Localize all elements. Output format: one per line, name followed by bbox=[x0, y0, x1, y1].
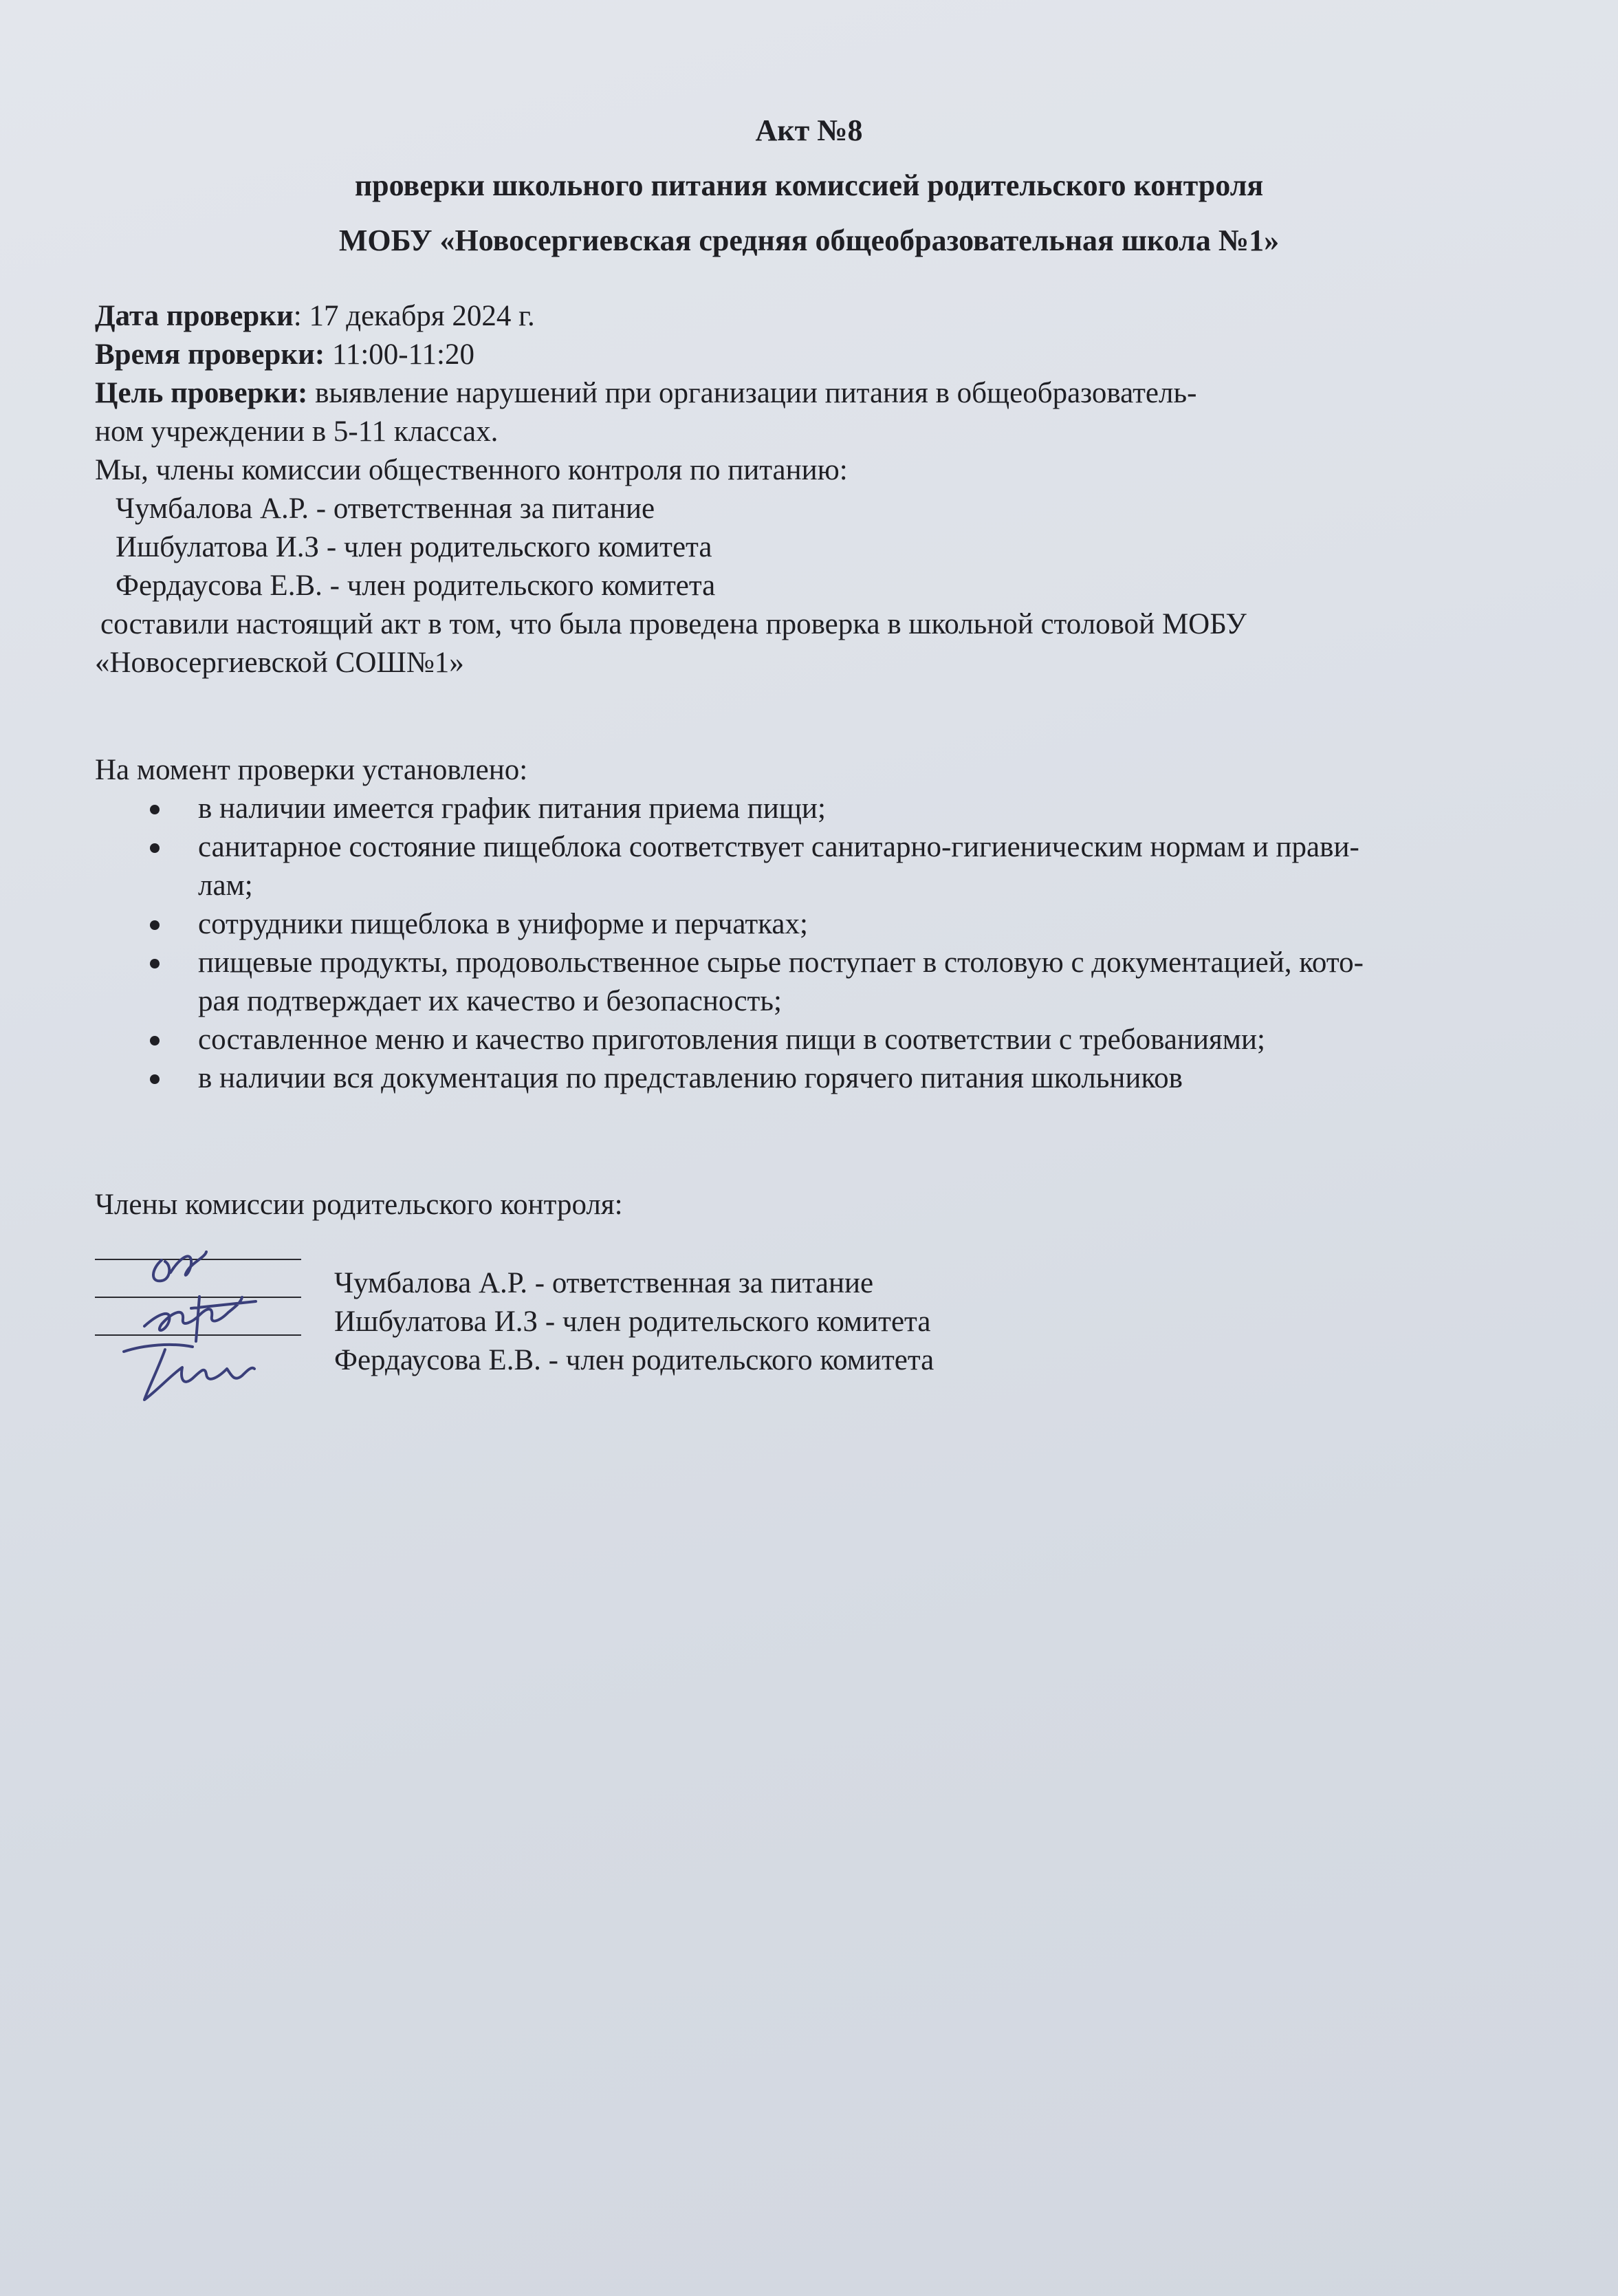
signature-3 bbox=[124, 1345, 254, 1400]
signer-name: Ишбулатова И.З - член родительского комитета bbox=[334, 1306, 931, 1338]
signature-2 bbox=[144, 1297, 256, 1341]
handwritten-signatures bbox=[96, 1231, 303, 1431]
finding-item: в наличии вся документация по представлению горячего питания школьников bbox=[95, 1059, 1525, 1098]
finding-item: пищевые продукты, продовольственное сырье поступает в столовую с документацией, кото- рая подтверждает их качество и безопасность; bbox=[95, 944, 1525, 1021]
committee-member: Чумбалова А.Р. - ответственная за питание bbox=[116, 492, 655, 525]
signer-name: Фердаусова Е.В. - член родительского комитета bbox=[334, 1344, 934, 1376]
inspection-date: Дата проверки: 17 декабря 2024 г. bbox=[95, 300, 535, 332]
signature-1 bbox=[153, 1252, 206, 1281]
bullet-icon bbox=[150, 843, 160, 853]
inspection-goal-continued: ном учреждении в 5-11 классах. bbox=[95, 415, 499, 448]
signatures-heading: Члены комиссии родительского контроля: bbox=[95, 1189, 623, 1221]
inspection-goal: Цель проверки: выявление нарушений при организации питания в общеобразователь- bbox=[95, 377, 1197, 409]
title-act-number: Акт №8 bbox=[755, 113, 863, 147]
signer-names bbox=[334, 1264, 934, 1380]
finding-item: сотрудники пищеблока в униформе и перчатках; bbox=[95, 905, 1525, 944]
committee-member: Ишбулатова И.З - член родительского комитета bbox=[116, 531, 712, 563]
findings-list bbox=[95, 790, 1525, 1098]
statement-text-continued: «Новосергиевской СОШ№1» bbox=[95, 647, 464, 679]
bullet-icon bbox=[150, 920, 160, 930]
bullet-icon bbox=[150, 805, 160, 814]
bullet-icon bbox=[150, 1036, 160, 1046]
inspection-time: Время проверки: 11:00-11:20 bbox=[95, 338, 474, 371]
committee-member: Фердаусова Е.В. - член родительского комитета bbox=[116, 570, 716, 602]
signer-name: Чумбалова А.Р. - ответственная за питание bbox=[334, 1267, 874, 1299]
finding-item: в наличии имеется график питания приема пищи; bbox=[95, 790, 1525, 828]
statement-text: составили настоящий акт в том, что была проведена проверка в школьной столовой МОБУ bbox=[100, 608, 1247, 640]
bullet-icon bbox=[150, 959, 160, 968]
findings-section bbox=[95, 751, 1525, 1098]
title-school: МОБУ «Новосергиевская средняя общеобразовательная школа №1» bbox=[338, 224, 1280, 257]
bullet-icon bbox=[150, 1074, 160, 1084]
finding-item: составленное меню и качество приготовления пищи в соответствии с требованиями; bbox=[95, 1021, 1525, 1059]
committee-intro: Мы, члены комиссии общественного контроля по питанию: bbox=[95, 454, 848, 486]
title-subject: проверки школьного питания комиссией родительского контроля bbox=[354, 169, 1264, 202]
findings-intro: На момент проверки установлено: bbox=[95, 754, 528, 786]
document-title bbox=[0, 103, 1618, 268]
finding-item: санитарное состояние пищеблока соответствует санитарно-гигиеническим нормам и прави- лам; bbox=[95, 828, 1525, 905]
inspection-details bbox=[95, 297, 1539, 682]
